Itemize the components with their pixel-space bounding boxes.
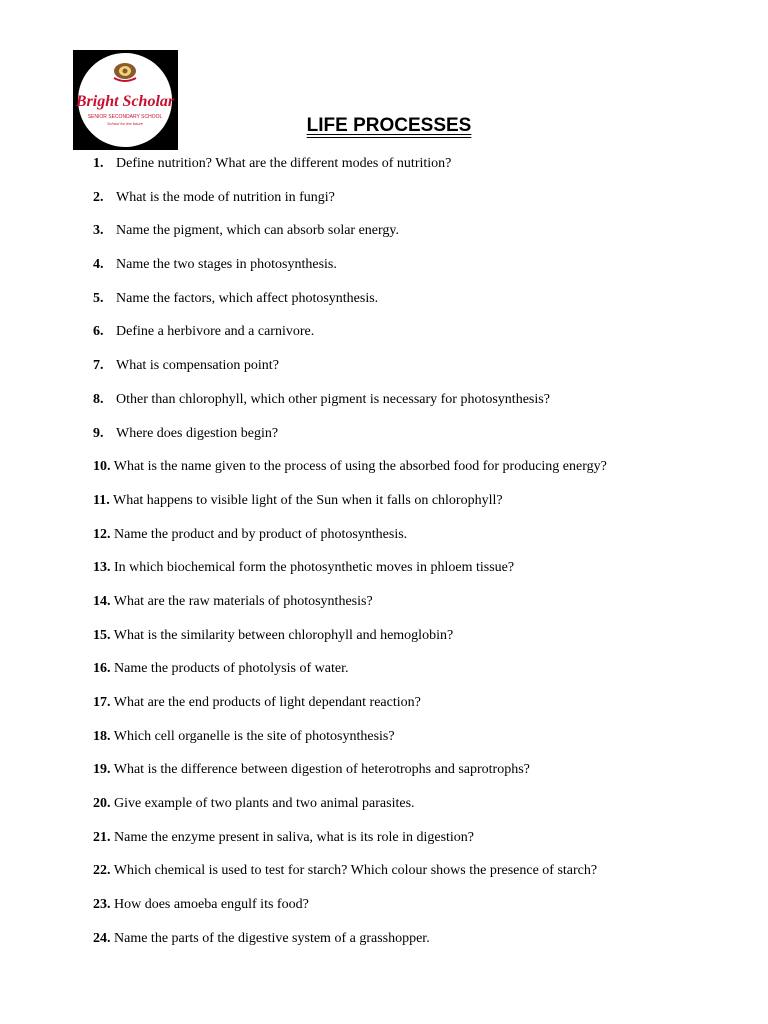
question-number: 9.	[93, 425, 104, 441]
question-number: 1.	[93, 156, 104, 171]
question-text: What is compensation point?	[116, 358, 279, 374]
question-text: Name the factors, which affect photosynthesis.	[116, 290, 379, 306]
question-number: 19.	[93, 762, 111, 778]
question-number: 5.	[93, 290, 104, 306]
question-text: Other than chlorophyll, which other pigment is necessary for photosynthesis?	[116, 391, 550, 407]
question-number: 13.	[93, 560, 111, 576]
question-text: Name the two stages in photosynthesis.	[116, 257, 337, 273]
logo-subtitle: SENIOR SECONDARY SCHOOL	[87, 114, 163, 120]
question-item	[93, 761, 733, 795]
question-item	[93, 795, 733, 829]
question-item	[93, 930, 733, 964]
question-number: 4.	[93, 257, 104, 273]
question-item	[93, 425, 733, 459]
question-number: 24.	[93, 930, 111, 946]
question-item	[93, 323, 733, 357]
question-item	[93, 660, 733, 694]
question-text: Define nutrition? What are the different modes of nutrition?	[116, 156, 452, 171]
question-item	[93, 492, 733, 526]
question-text: What are the raw materials of photosynthesis?	[113, 593, 373, 609]
question-text: Name the product and by product of photosynthesis.	[114, 526, 408, 542]
question-item	[93, 458, 733, 492]
question-number: 8.	[93, 391, 104, 407]
question-item	[93, 829, 733, 863]
question-number: 14.	[93, 593, 111, 609]
question-item	[93, 694, 733, 728]
question-number: 12.	[93, 526, 111, 542]
question-number: 2.	[93, 189, 104, 205]
question-number: 7.	[93, 358, 104, 374]
question-item	[93, 391, 733, 425]
question-number: 11.	[93, 492, 110, 508]
question-text: What is the difference between digestion of heterotrophs and saprotrophs?	[113, 762, 530, 778]
question-text: How does amoeba engulf its food?	[114, 897, 309, 913]
question-item	[93, 526, 733, 560]
question-number: 18.	[93, 728, 111, 744]
question-item	[93, 290, 733, 324]
question-number: 21.	[93, 829, 111, 845]
question-text: In which biochemical form the photosynthetic moves in phloem tissue?	[114, 560, 515, 576]
question-text: What are the end products of light dependant reaction?	[113, 695, 421, 710]
question-text: What is the name given to the process of using the absorbed food for producing energy?	[113, 459, 607, 475]
question-item	[93, 862, 733, 896]
question-text: What happens to visible light of the Sun when it falls on chlorophyll?	[112, 492, 503, 508]
logo-tagline: School for the future	[106, 121, 144, 126]
question-number: 22.	[93, 863, 111, 879]
question-item	[93, 256, 733, 290]
question-item	[93, 189, 733, 223]
question-item	[93, 222, 733, 256]
question-item	[93, 896, 733, 930]
question-text: Give example of two plants and two animal parasites.	[114, 796, 415, 812]
question-number: 3.	[93, 223, 104, 239]
question-text: What is the mode of nutrition in fungi?	[116, 189, 335, 205]
question-list	[93, 155, 733, 964]
question-number: 10.	[93, 459, 111, 475]
question-text: Where does digestion begin?	[116, 425, 279, 441]
question-item	[93, 357, 733, 391]
question-text: What is the similarity between chlorophyll and hemoglobin?	[113, 627, 454, 643]
question-text: Name the pigment, which can absorb solar energy.	[116, 223, 400, 239]
question-text: Define a herbivore and a carnivore.	[116, 324, 315, 340]
question-item	[93, 559, 733, 593]
question-text: Name the parts of the digestive system of a grasshopper.	[114, 930, 430, 946]
question-item	[93, 593, 733, 627]
question-item	[93, 728, 733, 762]
question-number: 15.	[93, 627, 111, 643]
question-number: 20.	[93, 796, 111, 812]
question-item	[93, 627, 733, 661]
question-text: Name the enzyme present in saliva, what is its role in digestion?	[114, 829, 475, 845]
question-number: 6.	[93, 324, 104, 340]
question-number: 17.	[93, 695, 111, 710]
logo-school-name: Bright Scholar	[75, 93, 175, 110]
question-number: 23.	[93, 897, 111, 913]
question-text: Name the products of photolysis of water.	[114, 661, 349, 677]
question-number: 16.	[93, 661, 111, 677]
question-text: Which cell organelle is the site of photosynthesis?	[113, 728, 395, 744]
page-title: LIFE PROCESSES	[306, 115, 472, 136]
question-item	[93, 155, 733, 189]
question-text: Which chemical is used to test for starch? Which colour shows the presence of starch?	[113, 863, 598, 879]
